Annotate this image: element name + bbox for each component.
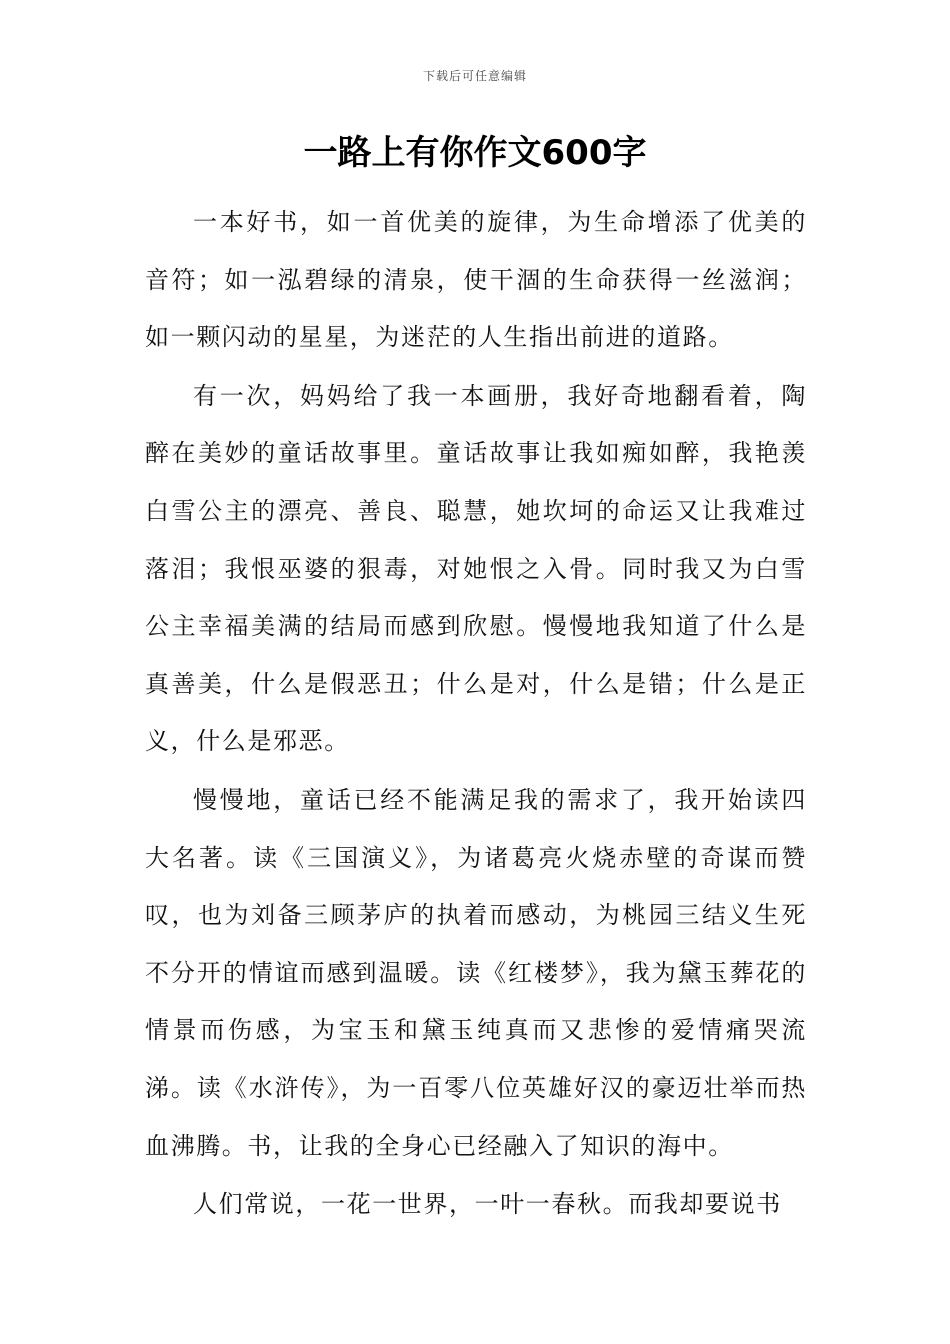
paragraph-2: 有一次，妈妈给了我一本画册，我好奇地翻看着，陶醉在美妙的童话故事里。童话故事让我如痴如醉，我艳羡白雪公主的漂亮、善良、聪慧，她坎坷的命运又让我难过落泪；我恨巫婆的狠毒，对她恨之入骨。同时我又为白雪公主幸福美满的结局而感到欣慰。慢慢地我知道了什么是真善美，什么是假恶丑；什么是对，什么是错；什么是正义，什么是邪恶。 xyxy=(145,381,807,756)
paragraph-3: 慢慢地，童话已经不能满足我的需求了，我开始读四大名著。读《三国演义》，为诸葛亮火烧赤壁的奇谋而赞叹，也为刘备三顾茅庐的执着而感动，为桃园三结义生死不分开的情谊而感到温暖。读《红楼梦》，我为黛玉葬花的情景而伤感，为宝玉和黛玉纯真而又悲惨的爱情痛哭流涕。读《水浒传》，为一百零八位英雄好汉的豪迈壮举而热血沸腾。书，让我的全身心已经融入了知识的海中。 xyxy=(145,785,807,1160)
essay-body xyxy=(145,194,807,1235)
paragraph-1: 一本好书，如一首优美的旋律，为生命增添了优美的音符；如一泓碧绿的清泉，使干涸的生命获得一丝滋润；如一颗闪动的星星，为迷茫的人生指出前进的道路。 xyxy=(145,208,807,352)
paragraph-4: 人们常说，一花一世界，一叶一春秋。而我却要说书 xyxy=(193,1190,782,1219)
document-title: 一路上有你作文600字 xyxy=(303,133,647,173)
header-note: 下载后可任意编辑 xyxy=(422,69,527,83)
